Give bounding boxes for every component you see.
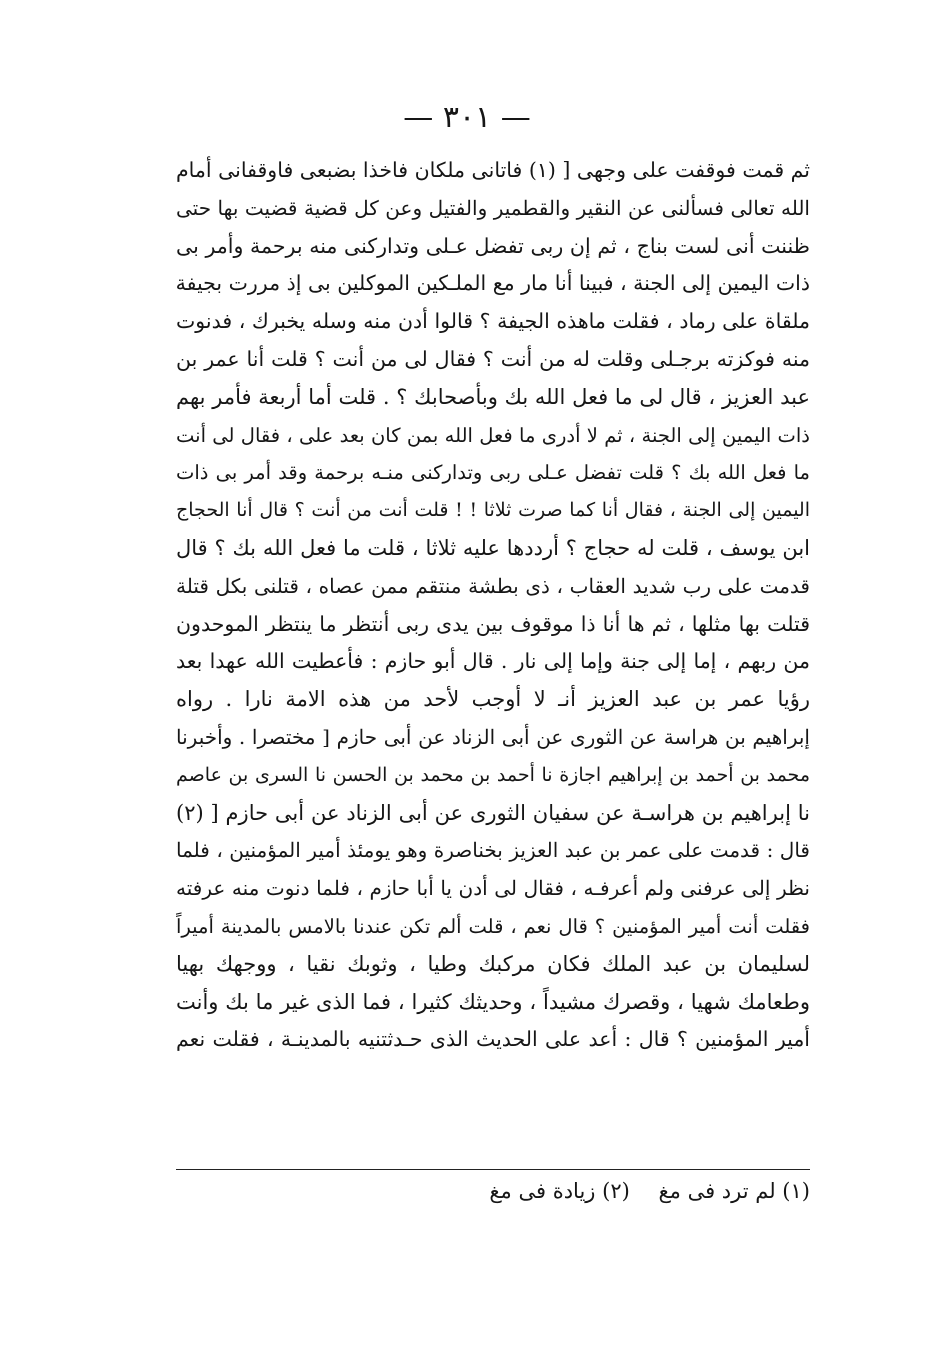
text-line: اليمين إلى الجنة ، فقال أنا كما صرت ثلاثا ! ! قلت أنت من أنت ؟ قال أنا الحجاج [176, 499, 810, 522]
text-line: منه فوكزته برجـلى وقلت له من أنت ؟ فقال لى من أنت ؟ قلت أنا عمر بن [176, 346, 810, 371]
page-number: — ٣٠١ — [403, 100, 531, 135]
text-line: نظر إلى عرفنى ولم أعرفـه ، فقال لى أدن يا أبا حازم ، فلما دنوت منه عرفته [176, 876, 810, 901]
footnote-2: (٢) زيادة فى مغ [489, 1179, 630, 1203]
footnote-divider [176, 1169, 810, 1170]
text-line: فقلت أنت أمير المؤمنين ؟ قال نعم ، قلت ألم تكن عندنا بالامس بالمدينة أميراً [176, 914, 810, 938]
text-line: ذات اليمين إلى الجنة ، ثم لا أدرى ما فعل الله بمن كان بعد على ، فقال لى أنت [176, 423, 810, 447]
text-line: رؤيا عمر بن عبد العزيز أنـ لا أوجب لأحد من هذه الامة نارا . رواه [176, 687, 810, 712]
text-line: ذات اليمين إلى الجنة ، فبينا أنا مار مع الملـكين الموكلين بى إذ مررت بجيفة [176, 271, 810, 296]
text-line: أمير المؤمنين ؟ قال : أعد على الحديث الذى حـدثتنيه بالمدينـة ، فقلت نعم [176, 1027, 810, 1052]
text-line: من ربهم ، إما إلى جنة وإما إلى نار . قال أبو حازم : فأعطيت الله عهدا بعد [176, 649, 810, 674]
text-line: عبد العزيز ، قال لى ما فعل الله بك وبأصحابك ؟ . قلت أما أربعة فأمر بهم [176, 384, 810, 409]
text-line: ما فعل الله بك ؟ قلت تفضل عـلى ربى وتداركنى منـه برحمة وقد أمر بى ذات [176, 461, 810, 485]
body-text [176, 152, 810, 1059]
text-line: نا إبراهيم بن هراسـة عن سفيان الثورى عن أبى الزناد عن أبى حازم [ (٢) [176, 800, 810, 825]
text-line: إبراهيم بن هراسة عن الثورى عن أبى الزناد عن أبى حازم [ مختصرا . وأخبرنا [176, 724, 810, 749]
text-line: ابن يوسف ، قلت له حجاج ؟ أرددها عليه ثلاثا ، قلت ما فعل الله بك ؟ قال [176, 535, 810, 560]
text-line: قال : قدمت على عمر بن عبد العزيز بخناصرة وهو يومئذ أمير المؤمنين ، فلما [176, 838, 810, 863]
text-line: ظننت أنى لست بناج ، ثم إن ربى تفضل عـلى وتداركنى منه برحمة وأمر بى [176, 233, 810, 258]
text-line: وطعامك شهيا ، وقصرك مشيداً ، وحديثك كثيرا ، فما الذى غير ما بك وأنت [176, 989, 810, 1014]
text-line: لسليمان بن عبد الملك فكان مركبك وطيا ، وثوبك نقيا ، ووجهك بهيا [176, 951, 810, 976]
footnotes [467, 1174, 810, 1208]
text-line: قتلت بها مثلها ، ثم ها أنا ذا موقوف بين يدى ربى أنتظر ما ينتظر الموحدون [176, 611, 810, 636]
text-line: محمد بن أحمد بن إبراهيم اجازة نا أحمد بن محمد بن الحسن نا السرى بن عاصم [176, 763, 810, 786]
text-line: قدمت على رب شديد العقاب ، ذى بطشة منتقم ممن عصاه ، قتلنى بكل قتلة [176, 573, 810, 598]
text-line: ثم قمت فوقفت على وجهى [ (١) فاتانى ملكان فاخذا بضبعى فاوقفانى أمام [176, 158, 810, 182]
text-line: ملقاة على رماد ، فقلت ماهذه الجيفة ؟ قالوا أدن منه وسله يخبرك ، فدنوت [176, 309, 810, 334]
footnote-1: (١) لم ترد فى مغ [658, 1179, 810, 1203]
text-line: الله تعالى فسألنى عن النقير والقطمير والفتيل وعن كل قضية قضيت بها حتى [176, 195, 810, 220]
